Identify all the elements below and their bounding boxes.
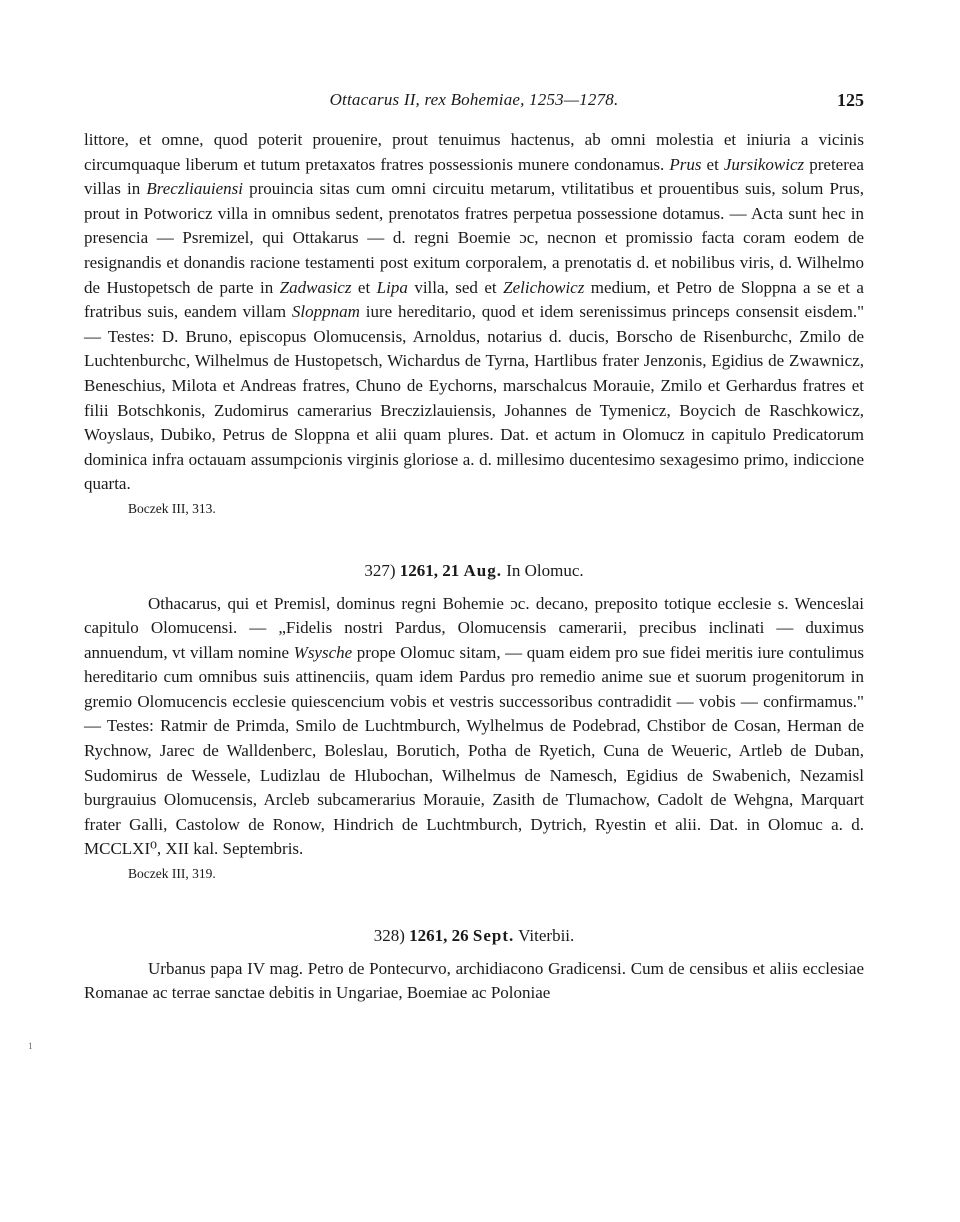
- place-name: Zadwasicz: [279, 277, 352, 297]
- source-citation: Boczek III, 319.: [128, 866, 216, 882]
- text-run: medium, et Petro de Sloppna a se et a fratribus suis, eandem villam: [84, 277, 864, 322]
- charter-number: 328): [373, 926, 410, 946]
- charter-heading-328: [84, 924, 864, 949]
- paragraph-charter-327: [84, 592, 864, 863]
- place-name: Sloppnam: [291, 302, 360, 322]
- place-name: Prus: [669, 154, 702, 174]
- page-number: 125: [837, 90, 864, 110]
- running-title: Ottacarus II, rex Bohemiae, 1253—1278.: [329, 90, 619, 109]
- charter-date: 1261, 21: [399, 560, 464, 580]
- place-name: Lipa: [376, 277, 408, 297]
- charter-place: In Olomuc.: [501, 560, 584, 580]
- charter-date: 1261, 26: [409, 926, 473, 946]
- text-run: et: [351, 277, 377, 297]
- charter-number: 327): [364, 560, 400, 580]
- text-run: prouincia sitas cum omni circuitu metarum, vtilitatibus et prouentibus suis, solum Prus, prout in Potworicz villa in omnibus sedent, prenotatos fratres perpetua possessione dotamus. — Acta sunt hec in presencia — Psremizel, qui Ottakarus — d. regni Boemie ɔc, necnon et promissio facta coram eodem de resignandis et donandis racione testamenti post exitum corporalem, a prenotatis d. et nobilibus viris, d. Wilhelmo de Hustopetsch de parte in: [84, 179, 864, 297]
- charter-heading-327: [84, 559, 864, 584]
- source-citation: Boczek III, 313.: [128, 500, 216, 516]
- place-name: Wsysche: [293, 642, 353, 662]
- margin-mark: 1: [28, 1041, 33, 1051]
- text-run: preterea villas in: [84, 154, 864, 199]
- text-run: iure hereditario, quod et idem serenissimus princeps consensit eisdem." — Testes: D. Bruno, episcopus Olomucensis, Arnoldus, notarius d. ducis, Borscho de Risenburchc, Zmilo de Luchtenburchc, Wilhelmus de Hustopetsch, Wichardus de Tyrna, Hartlibus frater Jenzonis, Egidius de Zwawnicz, Beneschius, Milota et Andreas fratres, Chuno de Eychorns, marschalcus Morauie, Zmilo et Gerhardus fratres et filii Botschkonis, Zudomirus camerarius Breczizlauiensis, Johannes de Tymenicz, Boycich de Raschkowicz, Woyslaus, Dubiko, Petrus de Sloppna et alii quam plures. Dat. et actum in Olomucz in capitulo Predicatorum dominica infra octauam assumpcionis virginis gloriose a. d. millesimo ducentesimo sexagesimo primo, indiccione quarta.: [84, 302, 865, 494]
- place-name: Breczliauiensi: [146, 179, 243, 199]
- text-run: littore, et omne, quod poterit prouenire, prout tenuimus hactenus, ab omni molestia et iniuria a vicinis circumquaque liberum et tutum pretaxatos fratres possessionis munere condonamus.: [84, 130, 864, 174]
- text-run: prope Olomuc sitam, — quam eidem pro sue fidei meritis iure contulimus hereditario cum omnibus suis attinenciis, quam idem Pardus pro remedio anime sue et suorum progenitorum in gremio Olomucencis ecclesie quiescencium vobis et vestris successoribus contradidit — vobis — confirmamus." — Testes: Ratmir de Primda, Smilo de Luchtmburch, Wylhelmus de Podebrad, Chstibor de Cosan, Herman de Rychnow, Jarec de Walldenberc, Boleslau, Borutich, Potha de Ryetich, Cuna de Weueric, Artleb de Duban, Sudomirus de Wessele, Ludizlau de Hlubochan, Wilhelmus de Namesch, Egidius de Swabenich, Nezamisl burgrauius Olomucensis, Arcleb subcamerarius Morauie, Zasith de Tlumachow, Cadolt de Wehgna, Marquart frater Galli, Castolow de Ronow, Hindrich de Luchtmburch, Dytrich, Ryestin et alii. Dat. in Olomuc a. d. MCCLXI⁰, XII kal. Septembris.: [84, 642, 864, 859]
- place-name: Zelichowicz: [503, 277, 585, 297]
- charter-month: Sept.: [472, 926, 515, 946]
- paragraph-charter-326-end: [84, 128, 864, 497]
- page-header: [84, 88, 864, 112]
- text-run: et: [701, 154, 724, 174]
- charter-place: Viterbii.: [514, 926, 575, 946]
- text-run: Urbanus papa IV mag. Petro de Pontecurvo, archidiacono Gradicensi. Cum de censibus et aliis ecclesiae Romanae ac terrae sanctae debitis in Ungariae, Boemiae ac Poloniae: [84, 958, 864, 1003]
- text-run: Othacarus, qui et Premisl, dominus regni Bohemie ɔc. decano, preposito totique ecclesie s. Wenceslai capitulo Olomucensi. — „Fidelis nostri Pardus, Olomucensis camerarii, precibus inclinati — duximus annuendum, vt villam nomine: [84, 593, 864, 662]
- charter-month: Aug.: [463, 560, 502, 580]
- text-run: villa, sed et: [407, 277, 504, 297]
- place-name: Jursikowicz: [723, 154, 805, 174]
- paragraph-charter-328: [84, 957, 864, 1006]
